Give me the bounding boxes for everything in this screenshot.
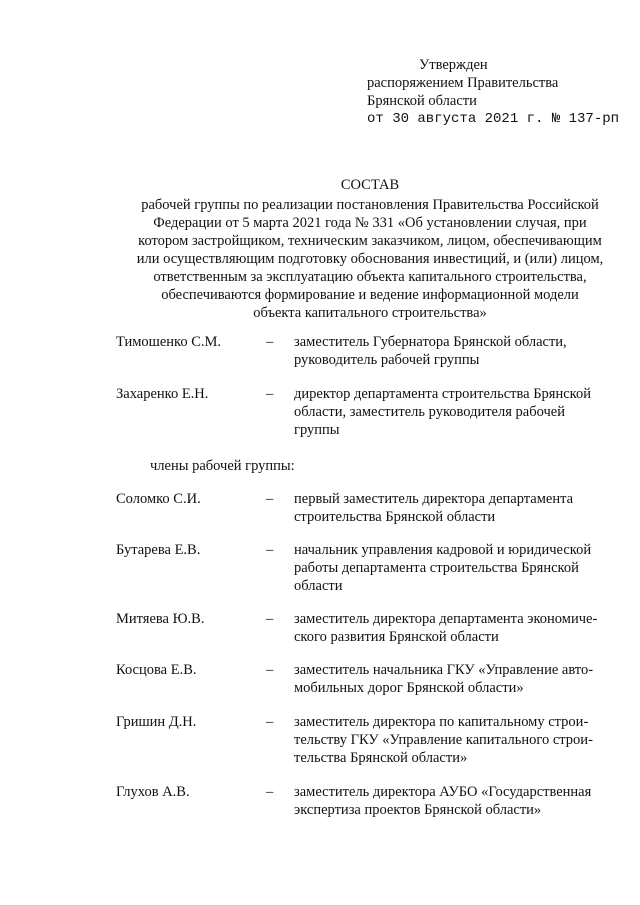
member-position [294, 541, 624, 595]
position-line: мобильных дорог Брянской области» [294, 680, 524, 696]
position-line: директор департамента строительства Брянской [294, 386, 591, 402]
title-line: Федерации от 5 марта 2021 года № 331 «Об установлении случая, при [153, 215, 587, 231]
member-name: Митяева Ю.В. [116, 611, 205, 627]
member-name: Гришин Д.Н. [116, 714, 197, 730]
member-name: Соломко С.И. [116, 491, 201, 507]
position-line: группы [294, 422, 340, 438]
member-position [294, 490, 624, 526]
member-name: Захаренко Е.Н. [116, 386, 209, 402]
position-line: заместитель начальника ГКУ «Управление авто- [294, 662, 594, 678]
title-line: рабочей группы по реализации постановления Правительства Российской [141, 197, 599, 213]
dash-separator: – [266, 542, 274, 558]
approval-line-region: Брянской области [367, 93, 477, 109]
dash-separator: – [266, 714, 274, 730]
dash-separator: – [266, 334, 274, 350]
member-name: Глухов А.В. [116, 784, 190, 800]
position-line: заместитель директора АУБО «Государственная [294, 784, 592, 800]
position-line: руководитель рабочей группы [294, 352, 480, 368]
member-position [294, 385, 624, 439]
dash-separator: – [266, 784, 274, 800]
position-line: области [294, 578, 343, 594]
approval-line-date: от 30 августа 2021 г. № 137-рп [367, 111, 620, 127]
position-line: тельства Брянской области» [294, 750, 468, 766]
position-line: заместитель Губернатора Брянской области, [294, 334, 567, 350]
member-name: Тимошенко С.М. [116, 334, 222, 350]
position-line: строительства Брянской области [294, 509, 496, 525]
approval-line-approved: Утвержден [419, 57, 488, 73]
member-position [294, 661, 624, 697]
position-line: первый заместитель директора департамента [294, 491, 574, 507]
member-position [294, 713, 624, 767]
member-name: Косцова Е.В. [116, 662, 197, 678]
member-position [294, 333, 624, 369]
position-line: экспертиза проектов Брянской области» [294, 802, 542, 818]
position-line: области, заместитель руководителя рабочей [294, 404, 565, 420]
approval-line-order: распоряжением Правительства [367, 75, 559, 91]
title-line: объекта капитального строительства» [253, 305, 487, 321]
position-line: заместитель директора департамента экономиче- [294, 611, 598, 627]
position-line: ского развития Брянской области [294, 629, 499, 645]
members-heading: члены рабочей группы: [150, 458, 295, 474]
title-line: котором застройщиком, техническим заказчиком, лицом, обеспечивающим [138, 233, 602, 249]
position-line: тельству ГКУ «Управление капитального строи- [294, 732, 593, 748]
position-line: работы департамента строительства Брянской [294, 560, 579, 576]
title-heading: СОСТАВ [340, 177, 400, 193]
title-line: обеспечиваются формирование и ведение информационной модели [161, 287, 579, 303]
dash-separator: – [266, 662, 274, 678]
dash-separator: – [266, 611, 274, 627]
member-position [294, 783, 624, 819]
position-line: заместитель директора по капитальному строи- [294, 714, 589, 730]
member-position [294, 610, 624, 646]
dash-separator: – [266, 386, 274, 402]
dash-separator: – [266, 491, 274, 507]
title-line: или осуществляющим подготовку обоснования инвестиций, и (или) лицом, [136, 251, 604, 267]
position-line: начальник управления кадровой и юридической [294, 542, 592, 558]
approval-stamp [367, 56, 619, 128]
title-line: ответственным за эксплуатацию объекта капитального строительства, [153, 269, 587, 285]
document-title [100, 176, 640, 322]
member-name: Бутарева Е.В. [116, 542, 201, 558]
